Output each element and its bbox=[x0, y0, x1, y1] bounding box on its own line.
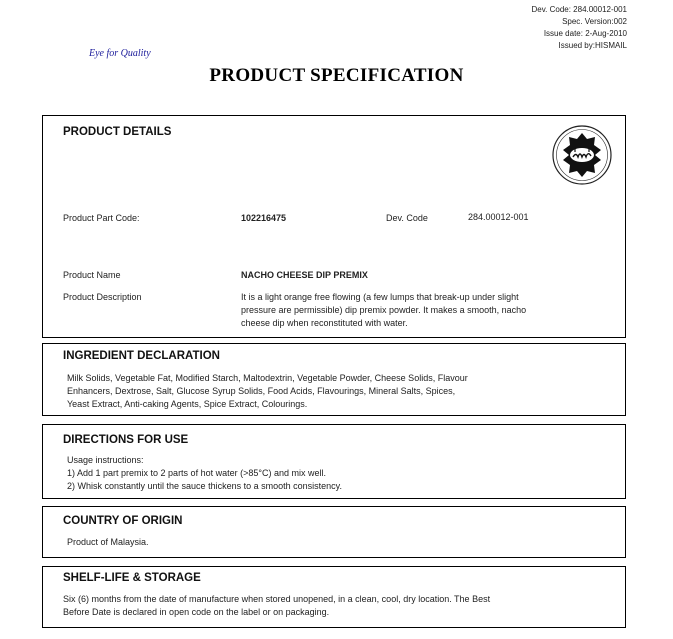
shelf-life-line: Six (6) months from the date of manufacture when stored unopened, in a clean, cool, dry location. The Best bbox=[63, 594, 491, 604]
document-meta bbox=[532, 4, 627, 52]
issued-by-meta: Issued by:HISMAIL bbox=[558, 41, 627, 50]
halal-logo-icon bbox=[551, 124, 613, 186]
shelf-life-heading: SHELF-LIFE & STORAGE bbox=[63, 572, 201, 584]
description-line: It is a light orange free flowing (a few lumps that break-up under slight bbox=[241, 292, 519, 302]
country-of-origin-section bbox=[42, 506, 626, 558]
directions-heading: DIRECTIONS FOR USE bbox=[63, 434, 189, 446]
shelf-life-line: Before Date is declared in open code on the label or on packaging. bbox=[63, 607, 330, 617]
shelf-life-section bbox=[42, 566, 626, 628]
ingredient-declaration-section bbox=[42, 343, 626, 416]
dev-code-value: 284.00012-001 bbox=[468, 212, 529, 222]
issue-date-meta: Issue date: 2-Aug-2010 bbox=[543, 29, 627, 38]
dev-code-label: Dev. Code bbox=[386, 213, 428, 223]
country-of-origin-heading: COUNTRY OF ORIGIN bbox=[63, 515, 183, 527]
dev-code-meta: Dev. Code: 284.00012-001 bbox=[531, 5, 627, 14]
ingredient-list bbox=[67, 372, 468, 411]
shelf-life-text bbox=[63, 593, 490, 619]
product-details-heading: PRODUCT DETAILS bbox=[63, 126, 172, 138]
ingredient-line: Milk Solids, Vegetable Fat, Modified Starch, Maltodextrin, Vegetable Powder, Cheese Solids, Flavour bbox=[67, 373, 468, 383]
spec-version-meta: Spec. Version:002 bbox=[562, 17, 627, 26]
tagline: Eye for Quality bbox=[89, 48, 151, 59]
directions-list bbox=[67, 454, 342, 493]
ingredient-line: Enhancers, Dextrose, Salt, Glucose Syrup Solids, Food Acids, Flavourings, Mineral Salts, Spices, bbox=[67, 386, 456, 396]
directions-line: 1) Add 1 part premix to 2 parts of hot water (>85°C) and mix well. bbox=[67, 468, 326, 478]
part-code-value: 102216475 bbox=[241, 213, 287, 223]
directions-line: 2) Whisk constantly until the sauce thickens to a smooth consistency. bbox=[67, 481, 342, 491]
product-name-value: NACHO CHEESE DIP PREMIX bbox=[241, 270, 368, 280]
ingredient-line: Yeast Extract, Anti-caking Agents, Spice Extract, Colourings. bbox=[67, 399, 308, 409]
ingredient-declaration-heading: INGREDIENT DECLARATION bbox=[63, 350, 220, 362]
page-title: PRODUCT SPECIFICATION bbox=[209, 65, 464, 86]
directions-line: Usage instructions: bbox=[67, 455, 144, 465]
description-line: pressure are permissible) dip premix powder. It makes a smooth, nacho bbox=[241, 305, 527, 315]
product-description-label: Product Description bbox=[63, 292, 142, 302]
country-of-origin-value: Product of Malaysia. bbox=[67, 537, 149, 547]
description-line: cheese dip when reconstituted with water. bbox=[241, 318, 408, 328]
product-name-label: Product Name bbox=[63, 270, 121, 280]
product-details-section bbox=[42, 115, 626, 338]
product-description-value bbox=[241, 291, 526, 330]
directions-section bbox=[42, 424, 626, 499]
part-code-label: Product Part Code: bbox=[63, 213, 140, 223]
